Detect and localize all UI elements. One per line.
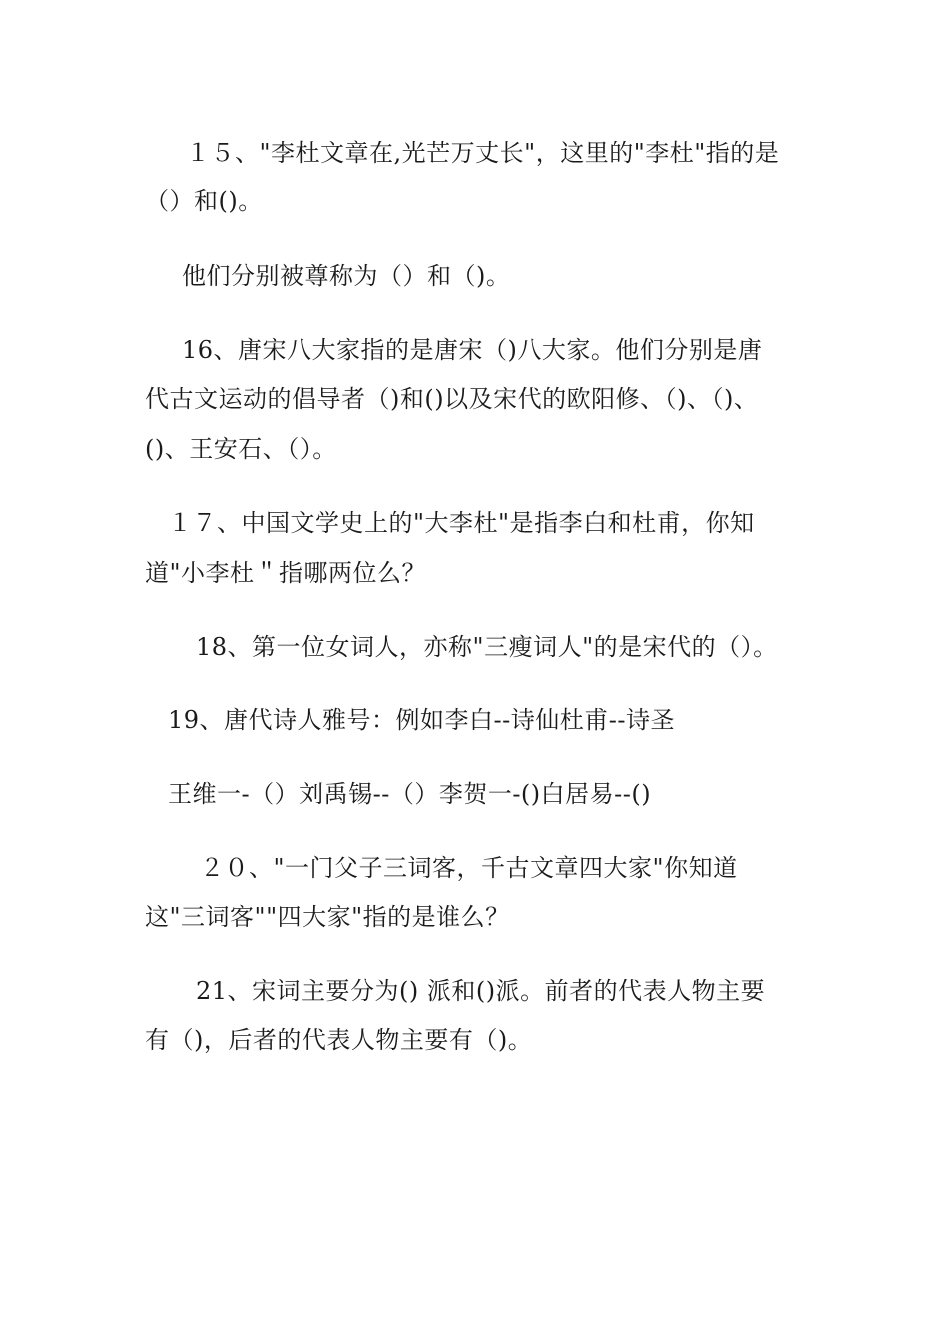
q15-line-1: １５、"李杜文章在,光芒万丈长"，这里的"李杜"指的是 (186, 139, 780, 167)
q16-line-3: ()、王安石、（）。 (145, 435, 337, 463)
q16-line-1: 16、唐宋八大家指的是唐宋（)八大家。他们分别是唐 (182, 336, 763, 364)
q18-line: 18、第一位女词人，亦称"三瘦词人"的是宋代的（）。 (196, 633, 778, 661)
q17-line-2: 道"小李杜＂指哪两位么？ (145, 559, 427, 587)
q15-line-3: 他们分别被尊称为（）和（)。 (182, 262, 511, 290)
q19-line-1: 19、唐代诗人雅号：例如李白--诗仙杜甫--诗圣 (168, 706, 675, 734)
q16-line-2: 代古文运动的倡导者（)和()以及宋代的欧阳修、（)、（)、 (145, 385, 759, 413)
q21-line-1: 21、宋词主要分为() 派和()派。前者的代表人物主要 (196, 977, 766, 1005)
q20-line-1: ２０、"一门父子三词客，千古文章四大家"你知道 (200, 854, 738, 882)
q19-line-2: 王维一-（）刘禹锡--（）李贺一-()白居易--() (168, 780, 652, 808)
q20-line-2: 这"三词客""四大家"指的是谁么？ (145, 903, 510, 931)
q17-line-1: １７、中国文学史上的"大李杜"是指李白和杜甫，你知 (168, 509, 755, 537)
q21-line-2: 有（)，后者的代表人物主要有（)。 (145, 1026, 533, 1054)
q15-line-2: （）和()。 (145, 187, 263, 215)
